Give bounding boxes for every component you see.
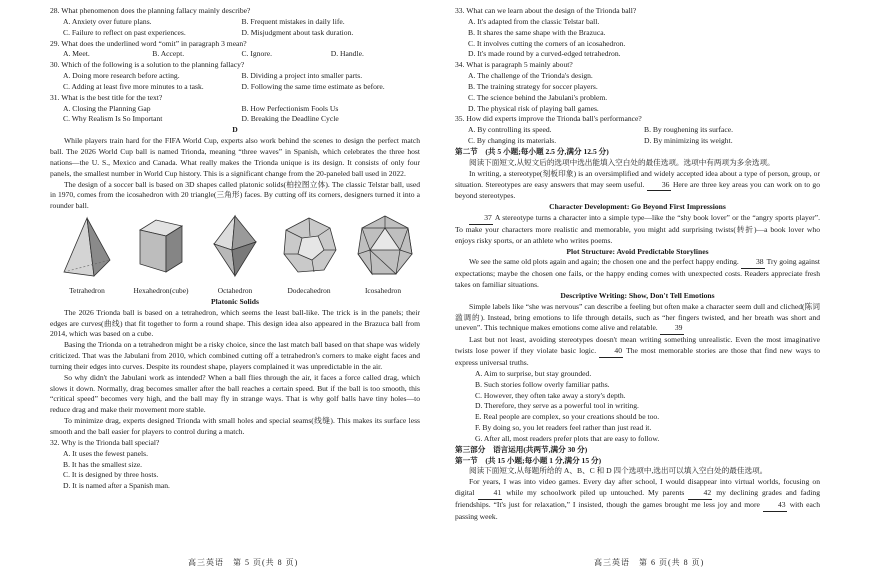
option: C. Ignore.	[241, 49, 273, 59]
option: A. Closing the Planning Gap	[63, 103, 151, 113]
option: D. Breaking the Deadline Cycle	[241, 114, 339, 124]
blank-37[interactable]: 37	[469, 213, 493, 225]
option: B. Accept.	[152, 49, 185, 59]
passage-d-paragraph-1: While players train hard for the FIFA World Cup, experts also work behind the scenes to design the perfect match ball. The 2026 World Cup ball is named Trionda, meaning “three waves” in Spanish, which celebrates the three host nations—the U. S., Mexico and Canada. What really makes the Trionda unique is its design. It consists of only four panels, the smallest number in World Cup history. This is a significant change from the 20-paneled ball used in 2022.	[50, 136, 420, 178]
shape-label: Dodecahedron	[287, 286, 331, 296]
option: B. It shares the same shape with the Brazuca.	[468, 27, 606, 37]
option: A. By controlling its speed.	[468, 125, 552, 135]
question-28-options	[50, 17, 420, 39]
blank-42[interactable]: 42	[688, 488, 712, 500]
question-33: 33. What can we learn about the design of the Trionda ball?	[455, 6, 637, 15]
option: F. By doing so, you let readers feel rather than just read it.	[475, 423, 652, 433]
option: D. Therefore, they serve as a powerful tool in writing.	[475, 401, 639, 411]
option: A. Doing more research before acting.	[63, 71, 180, 81]
option: B. It has the smallest size.	[63, 459, 143, 469]
page-footer-right: 高三英语 第 6 页(共 8 页)	[594, 558, 705, 567]
passage-d-paragraph-4: Basing the Trionda on a tetrahedron might be a risky choice, since the last match ball based on that shape was widely criticized. That was the Jabulani from 2010, which combined cutting off a tetrahedron's corners to make eight faces and turning their edges into curves. Despite its roundest shape, players complained it was unpredictable in the air.	[50, 340, 420, 371]
option: D. Handle.	[330, 49, 364, 59]
passage-d-paragraph-3: The 2026 Trionda ball is based on a tetrahedron, which seems the least ball-like. The trick is in the panels; their edges are curves(曲线) that fit together to form a round shape. This design idea also appeared in the Brazuca ball from 2014, which was based on a cube.	[50, 307, 420, 339]
question-35-options	[455, 125, 820, 147]
option: C. The science behind the Jabulani's problem.	[468, 92, 608, 102]
option: D. It is named after a Spanish man.	[63, 481, 170, 491]
option: A. Meet.	[63, 49, 90, 59]
option: C. However, they often take away a story's depth.	[475, 390, 626, 400]
cloze-paragraph-4: Simple labels like “she was nervous” can describe a feeling but often make a character seem dull and cliched(陈词滥调的). Instead, bring emotions to life through details, such as “her fingers twisted, and her breath was short and uneven”. This technique makes emotions come alive and relatable. 39	[455, 302, 820, 336]
platonic-solids-figure	[50, 212, 420, 286]
option: B. By roughening its surface.	[644, 125, 734, 135]
option: C. Why Realism Is So Important	[63, 114, 163, 124]
shape-label: Hexahedron(cube)	[133, 286, 189, 296]
question-29-options	[50, 49, 420, 60]
option: D. Following the same time estimate as before.	[241, 81, 385, 91]
option: D. By minimizing its weight.	[644, 136, 733, 146]
question-34: 34. What is paragraph 5 mainly about?	[455, 60, 573, 70]
section-1-title: 第一节 (共 15 小题;每小题 1 分,满分 15 分)	[455, 455, 602, 465]
dodecahedron-icon	[280, 214, 338, 278]
cloze-passage-paragraph-1: For years, I was into video games. Every day after school, I would disappear into virtual worlds, focusing on digital 41 while my schoolwork piled up untouched. My parents 42 my declining grades and fading friendships. “It's just for relaxation,” I insisted, though the games brought me less joy and more 43 with each passing week.	[455, 477, 821, 521]
blank-40[interactable]: 40	[599, 346, 623, 358]
question-31: 31. What is the best title for the text?	[50, 92, 163, 102]
cloze-paragraph-1: In writing, a stereotype(刻板印象) is an oversimplified and widely accepted idea about a type of person, group, or situation. Stereotypes are easy answers that may seem useful. 36 Here are three key areas you can work on to go beyond stereotypes.	[455, 168, 821, 201]
page-footer-left: 高三英语 第 5 页(共 8 页)	[188, 558, 299, 567]
left-column	[50, 6, 420, 492]
cube-icon	[134, 214, 188, 278]
blank-43[interactable]: 43	[763, 500, 787, 512]
option: A. It's adapted from the classic Telstar ball.	[468, 16, 600, 26]
option: C. It involves cutting the corners of an icosahedron.	[468, 38, 626, 48]
shape-label: Icosahedron	[364, 286, 402, 296]
shape-label: Octahedron	[217, 286, 253, 296]
question-28: 28. What phenomenon does the planning fallacy mainly describe?	[50, 6, 251, 15]
subheading-character: Character Development: Go Beyond First Impressions	[549, 202, 726, 212]
option: A. Anxiety over future plans.	[63, 16, 152, 26]
subheading-plot: Plot Structure: Avoid Predictable Storylines	[566, 246, 709, 256]
option: E. Real people are complex, so your creations should be too.	[475, 412, 660, 422]
option: A. Aim to surprise, but stay grounded.	[475, 368, 592, 378]
blank-41[interactable]: 41	[478, 488, 502, 500]
blank-38[interactable]: 38	[741, 257, 765, 269]
section-d-heading: D	[232, 125, 238, 135]
option: C. Failure to reflect on past experiences.	[63, 27, 186, 37]
blank-39[interactable]: 39	[660, 323, 684, 335]
option: D. The physical risk of playing ball games.	[468, 103, 599, 113]
section-2-title: 第二节 (共 5 小题;每小题 2.5 分,满分 12.5 分)	[455, 146, 609, 156]
question-35: 35. How did experts improve the Trionda ball's performance?	[455, 114, 642, 124]
question-30-options	[50, 71, 420, 93]
blank-36[interactable]: 36	[647, 180, 671, 192]
part-3-title: 第三部分 语言运用(共两节,满分 30 分)	[455, 444, 588, 454]
shape-label: Tetrahedron	[69, 286, 105, 296]
cloze-paragraph-2: 37 A stereotype turns a character into a simple type—like the “shy book lover” or the “angry sports player”. To make your characters more realistic and memorable, you might add surprising twists(转折)—a book lover who enjoys risky sports, or an athlete who writes poems.	[455, 213, 820, 245]
icosahedron-icon	[356, 214, 414, 278]
shape-labels	[50, 286, 420, 297]
passage-d-paragraph-5: So why didn't the Jabulani work as intended? When a ball flies through the air, it faces a force called drag, which slows it down. Normally, drag becomes smaller after the ball reaches a certain speed. But if the ball is too smooth, this “critical speed” becomes very high, and the ball may fly in strange ways. That is why golf balls have tiny holes—to reduce drag and make their movement more stable.	[50, 372, 420, 415]
passage-d-paragraph-2: The design of a soccer ball is based on 3D shapes called platonic solids(柏拉图立体). The classic Telstar ball, used in 1970, comes from the icosahedron with 20 triangle(三角形) faces. By cutting off its corners, designers turned it into a rounder ball.	[50, 179, 420, 211]
option: C. By changing its materials.	[468, 136, 557, 146]
option: B. Frequent mistakes in daily life.	[241, 16, 345, 26]
question-29: 29. What does the underlined word “omit” in paragraph 3 mean?	[50, 38, 247, 48]
seven-choice-options	[455, 369, 820, 445]
option: A. The challenge of the Trionda's design.	[468, 71, 593, 81]
section-1-instructions: 阅读下面短文,从每题所给的 A、B、C 和 D 四个选项中,选出可以填入空白处的最佳选项。	[469, 466, 768, 476]
question-31-options	[50, 104, 420, 126]
question-32: 32. Why is the Trionda ball special?	[50, 437, 160, 447]
section-2-instructions: 阅读下面短文,从短文后的选项中选出能填入空白处的最佳选项。选项中有两项为多余选项。	[469, 157, 775, 167]
option: A. It uses the fewest panels.	[63, 448, 148, 458]
option: B. How Perfectionism Fools Us	[241, 103, 339, 113]
cloze-paragraph-5: Last but not least, avoiding stereotypes doesn't mean writing something unrealistic. Even the most imaginative twists lose power if they violate basic logic. 40 The most memorable stories are those that find new ways to express universal truths.	[455, 335, 820, 367]
subheading-descriptive: Descriptive Writing: Show, Don't Tell Emotions	[560, 290, 715, 300]
tetrahedron-icon	[60, 214, 114, 278]
option: D. Misjudgment about task duration.	[241, 27, 354, 37]
octahedron-icon	[208, 214, 262, 278]
option: G. After all, most readers prefer plots that are easy to follow.	[475, 433, 660, 443]
option: B. Such stories follow overly familiar paths.	[475, 379, 610, 389]
option: C. Adding at least five more minutes to a task.	[63, 81, 204, 91]
question-30: 30. Which of the following is a solution to the planning fallacy?	[50, 60, 245, 70]
passage-d-paragraph-6: To minimize drag, experts designed Trionda with small holes and special seams(线缝). This makes its surface less smooth and the ball easier for players to control during a match.	[50, 416, 420, 436]
option: B. Dividing a project into smaller parts.	[241, 71, 363, 81]
right-column	[455, 6, 820, 523]
option: C. It is designed by three hosts.	[63, 470, 159, 480]
option: D. It's made round by a curved-edged tetrahedron.	[468, 49, 621, 59]
figure-title: Platonic Solids	[211, 296, 259, 306]
cloze-paragraph-3: We see the same old plots again and again; the chosen one and the perfect happy ending. 38 Try going against expectations; maybe the chosen one fails, or the happy ending comes with unexpected costs. Readers appreciate fresh takes on familiar situations.	[455, 257, 820, 290]
option: B. The training strategy for soccer players.	[468, 81, 598, 91]
